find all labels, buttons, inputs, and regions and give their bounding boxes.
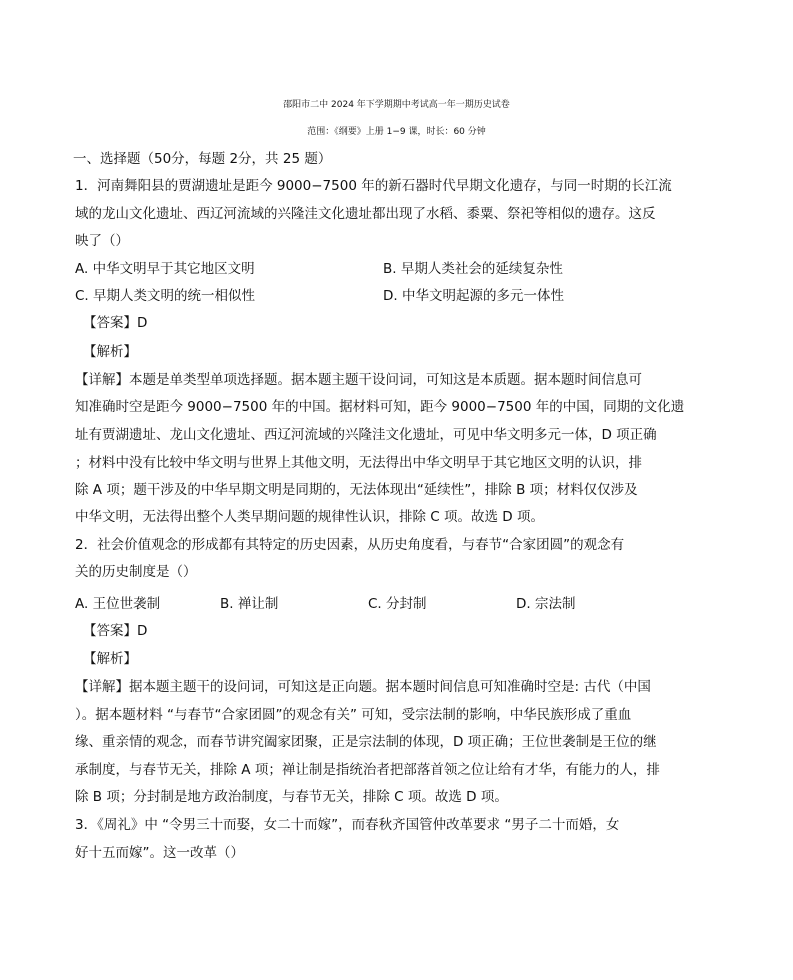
q2-detail-line-5: 除 B 项；分封制是地方政治制度，与春节无关，排除 C 项。故选 D 项。	[75, 789, 508, 805]
q2-option-a: A. 王位世袭制	[75, 596, 161, 612]
q2-stem-line-2: 关的历史制度是（）	[75, 564, 197, 580]
q1-option-d: D. 中华文明起源的多元一体性	[383, 288, 564, 304]
q1-answer: 【答案】D	[83, 315, 148, 331]
section-heading: 一、选择题（50分，每题 2分，共 25 题）	[73, 151, 332, 167]
q1-detail-line-4: ；材料中没有比较中华文明与世界上其他文明，无法得出中华文明早于其它地区文明的认识，排	[75, 455, 642, 471]
q1-stem-line-2: 域的龙山文化遗址、西辽河流域的兴隆洼文化遗址都出现了水稻、黍粟、祭祀等相似的遗存。这反	[75, 206, 656, 222]
q3-stem-line-1: 3．《周礼》中 “令男三十而娶，女二十而嫁”，而春秋齐国管仲改革要求 “男子二十而婚，女	[75, 817, 620, 833]
q1-stem-line-1: 1．河南舞阳县的贾湖遗址是距今 9000−7500 年的新石器时代早期文化遗存，与同一时期的长江流	[75, 178, 672, 194]
q1-stem-line-3: 映了（）	[75, 233, 129, 249]
q2-option-b: B. 禅让制	[220, 596, 279, 612]
q1-analysis-label: 【解析】	[83, 344, 137, 360]
q1-detail-line-2: 知准确时空是距今 9000−7500 年的中国。据材料可知，距今 9000−7500 年的中国，同期的文化遗	[75, 399, 685, 415]
q1-option-b: B. 早期人类社会的延续复杂性	[383, 261, 563, 277]
q1-detail-line-1: 【详解】本题是单类型单项选择题。据本题主题干设问词，可知这是本质题。据本题时间信息可	[75, 372, 642, 388]
q2-detail-line-4: 承制度，与春节无关，排除 A 项；禅让制是指统治者把部落首领之位让给有才华，有能力的人，排	[75, 762, 660, 778]
q2-stem-line-1: 2．社会价值观念的形成都有其特定的历史因素，从历史角度看，与春节“合家团圆”的观念有	[75, 537, 625, 553]
q1-detail-line-5: 除 A 项；题干涉及的中华早期文明是同期的，无法体现出“延续性”，排除 B 项；材料仅仅涉及	[75, 482, 638, 498]
q1-option-c: C. 早期人类文明的统一相似性	[75, 288, 256, 304]
page-subtitle: 范围：《纲要》上册 1−9 课，时长：60 分钟	[307, 127, 486, 137]
q2-answer: 【答案】D	[83, 623, 148, 639]
q2-option-d: D. 宗法制	[516, 596, 576, 612]
q2-option-c: C. 分封制	[368, 596, 427, 612]
q2-detail-line-2: ）。据本题材料 “与春节“合家团圆”的观念有关” 可知，受宗法制的影响，中华民族形成了重血	[75, 707, 632, 723]
q2-detail-line-3: 缘、重亲情的观念，而春节讲究阖家团聚，正是宗法制的体现，D 项正确；王位世袭制是王位的继	[75, 734, 657, 750]
q2-analysis-label: 【解析】	[83, 651, 137, 667]
page-title: 邵阳市二中 2024 年下学期期中考试高一年一期历史试卷	[283, 100, 510, 110]
q2-detail-line-1: 【详解】据本题主题干的设问词，可知这是正向题。据本题时间信息可知准确时空是: 古代（中国	[75, 679, 651, 695]
q1-detail-line-3: 址有贾湖遗址、龙山文化遗址、西辽河流域的兴隆洼文化遗址，可见中华文明多元一体，D 项正确	[75, 427, 657, 443]
q1-option-a: A. 中华文明早于其它地区文明	[75, 261, 255, 277]
q1-detail-line-6: 中华文明，无法得出整个人类早期问题的规律性认识，排除 C 项。故选 D 项。	[75, 509, 544, 525]
q3-stem-line-2: 好十五而嫁”。这一改革（）	[75, 845, 244, 861]
